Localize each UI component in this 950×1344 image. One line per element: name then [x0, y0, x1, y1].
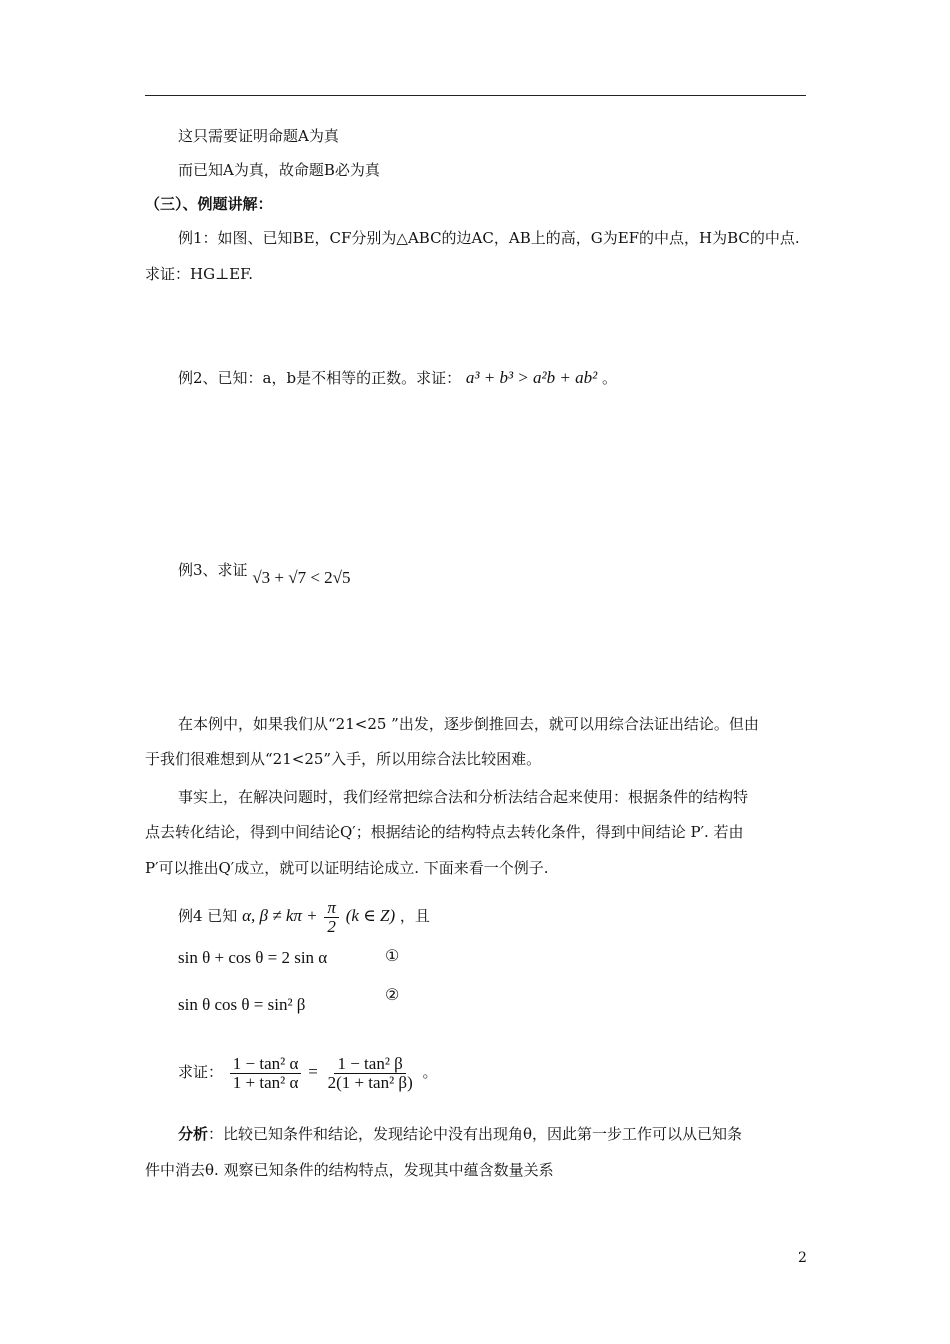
- example3-formula: √3 + √7 < 2√5: [252, 568, 351, 587]
- discussion-p2-line-3: P′可以推出Q′成立，就可以证明结论成立. 下面来看一个例子.: [145, 859, 549, 877]
- discussion-p2-line-2: 点去转化结论，得到中间结论Q′；根据结论的结构特点去转化条件，得到中间结论 P′. 若由: [145, 823, 744, 841]
- prove-label: 求证：: [178, 1063, 224, 1081]
- discussion-p1-line-2: 于我们很难想到从“21<25”入手，所以用综合法比较困难。: [145, 750, 542, 768]
- rhs-numerator: 1 − tan² β: [334, 1055, 405, 1074]
- analysis-text-1: ：比较已知条件和结论，发现结论中没有出现角θ，因此第一步工作可以从已知条: [208, 1125, 743, 1143]
- example4-condition: [178, 898, 430, 936]
- rhs-denominator: 2(1 + tan² β): [327, 1072, 413, 1092]
- rhs-fraction: [325, 1055, 416, 1092]
- example4-cond-left: α, β ≠ kπ +: [242, 906, 318, 925]
- header-rule: [145, 95, 806, 96]
- example2-text: 例2、已知：a，b是不相等的正数。求证：: [178, 369, 462, 387]
- equation-2: sin θ cos θ = sin² β: [178, 995, 306, 1014]
- intro-line-2: 而已知A为真，故命题B必为真: [178, 161, 380, 179]
- section-heading: （三）、例题讲解：: [145, 195, 273, 213]
- equation-1: sin θ + cos θ = 2 sin α: [178, 948, 328, 967]
- analysis-line-1: [178, 1124, 742, 1144]
- example2-end: 。: [601, 369, 617, 387]
- page-number: 2: [798, 1250, 807, 1266]
- lhs-fraction: [230, 1055, 302, 1092]
- example4-cond-right: (k ∈ Z): [345, 906, 396, 925]
- analysis-line-2: 件中消去θ. 观察已知条件的结构特点，发现其中蕴含数量关系: [145, 1161, 554, 1179]
- analysis-label: 分析: [178, 1125, 209, 1143]
- intro-line-1: 这只需要证明命题A为真: [178, 127, 339, 145]
- example4-fraction: [324, 899, 339, 936]
- example4-frac-num: π: [324, 899, 339, 918]
- discussion-p2-line-1: 事实上，在解决问题时，我们经常把综合法和分析法结合起来使用：根据条件的结构特: [178, 788, 749, 806]
- lhs-numerator: 1 − tan² α: [230, 1055, 302, 1074]
- example1-line-1: 例1：如图、已知BE，CF分别为△ABC的边AC，AB上的高，G为EF的中点，H为BC的中点.: [178, 229, 800, 247]
- example4-suffix: ，且: [399, 907, 430, 925]
- example3: [178, 560, 351, 587]
- example3-text: 例3、求证: [178, 561, 248, 579]
- equation-2-marker: ②: [385, 985, 400, 1004]
- example1-line-2: 求证：HG⊥EF.: [145, 265, 253, 283]
- equation-1-marker: ①: [385, 946, 400, 965]
- prove-statement: 求证： $\frac{\text{1 − tan² α}}{\text{1 + tan² α}}$ = $\frac{\text{1 − tan² β}}{\text{2(1 + tan² β)}}$ 。: [178, 1053, 438, 1092]
- example2-formula: a³ + b³ > a²b + ab²: [465, 368, 598, 387]
- example2: [178, 368, 617, 388]
- example4-prefix: 例4 已知: [178, 907, 238, 925]
- lhs-denominator: 1 + tan² α: [232, 1072, 299, 1092]
- prove-end: 。: [422, 1063, 438, 1081]
- example4-frac-den: 2: [327, 916, 336, 936]
- discussion-p1-line-1: 在本例中，如果我们从“21<25 ”出发，逐步倒推回去，就可以用综合法证出结论。但由: [178, 715, 759, 733]
